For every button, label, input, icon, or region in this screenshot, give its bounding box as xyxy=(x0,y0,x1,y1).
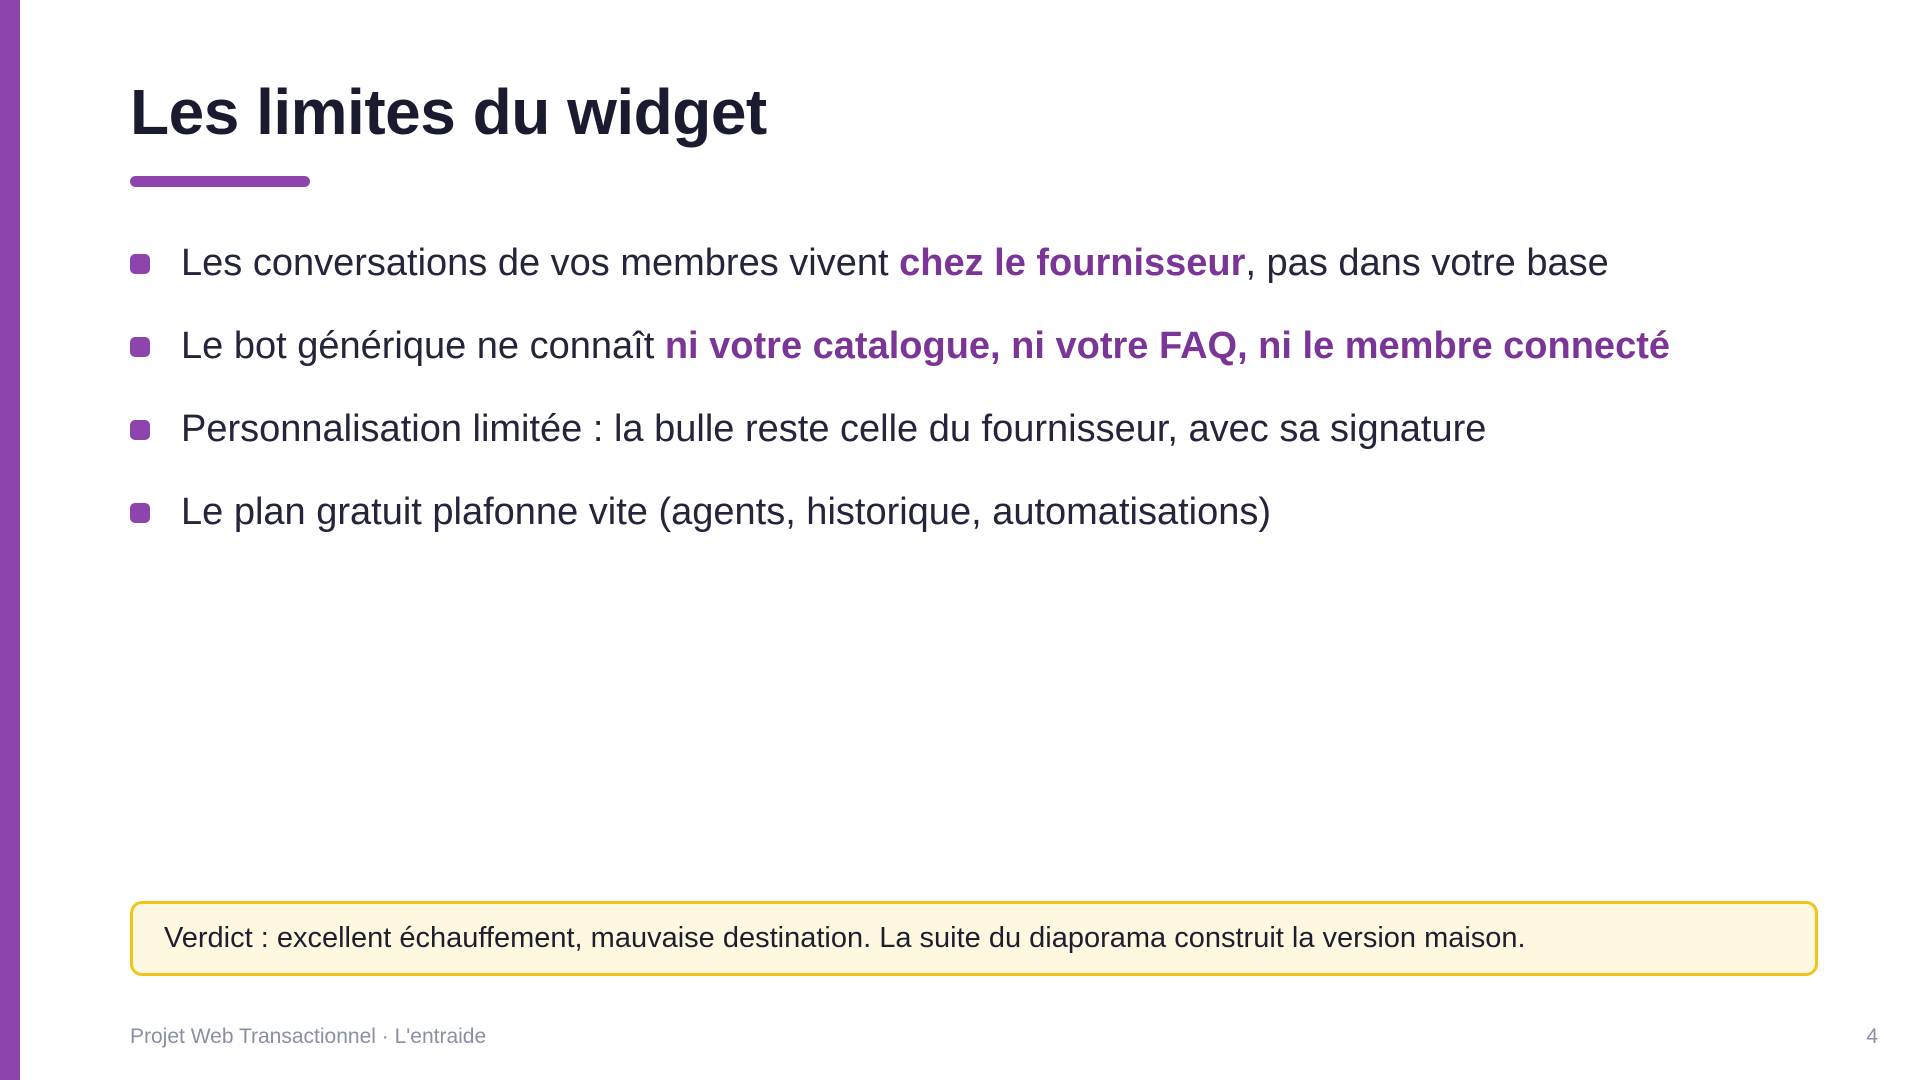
bullet-text-post: , pas dans votre base xyxy=(1245,242,1609,284)
bullet-text-pre: Les conversations de vos membres vivent xyxy=(181,242,900,284)
footer-project-label: Projet Web Transactionnel · L'entraide xyxy=(130,1025,487,1048)
verdict-text: Verdict : excellent échauffement, mauvaise destination. La suite du diaporama construit la version maison. xyxy=(164,922,1526,954)
title-underline xyxy=(130,176,310,187)
bullet-marker-icon xyxy=(130,420,150,440)
bullet-text-highlight: chez le fournisseur xyxy=(899,242,1246,284)
bullet-text-pre: Le plan gratuit plafonne vite (agents, historique, automatisations) xyxy=(181,491,1271,533)
bullet-text-pre: Le bot générique ne connaît xyxy=(181,325,665,367)
bullet-text-highlight: ni votre catalogue, ni votre FAQ, ni le membre connecté xyxy=(664,325,1670,367)
slide-title: Les limites du widget xyxy=(130,76,767,148)
bullet-text xyxy=(181,222,1609,305)
left-accent-bar xyxy=(0,0,20,1080)
page-number: 4 xyxy=(1866,1025,1878,1048)
bullet-text xyxy=(181,471,1271,554)
verdict-callout xyxy=(130,901,1818,976)
bullet-marker-icon xyxy=(130,254,150,274)
bullet-marker-icon xyxy=(130,503,150,523)
bullet-text xyxy=(181,388,1486,471)
bullet-text xyxy=(181,305,1670,388)
bullet-marker-icon xyxy=(130,337,150,357)
bullet-text-pre: Personnalisation limitée : la bulle reste celle du fournisseur, avec sa signature xyxy=(181,408,1487,450)
